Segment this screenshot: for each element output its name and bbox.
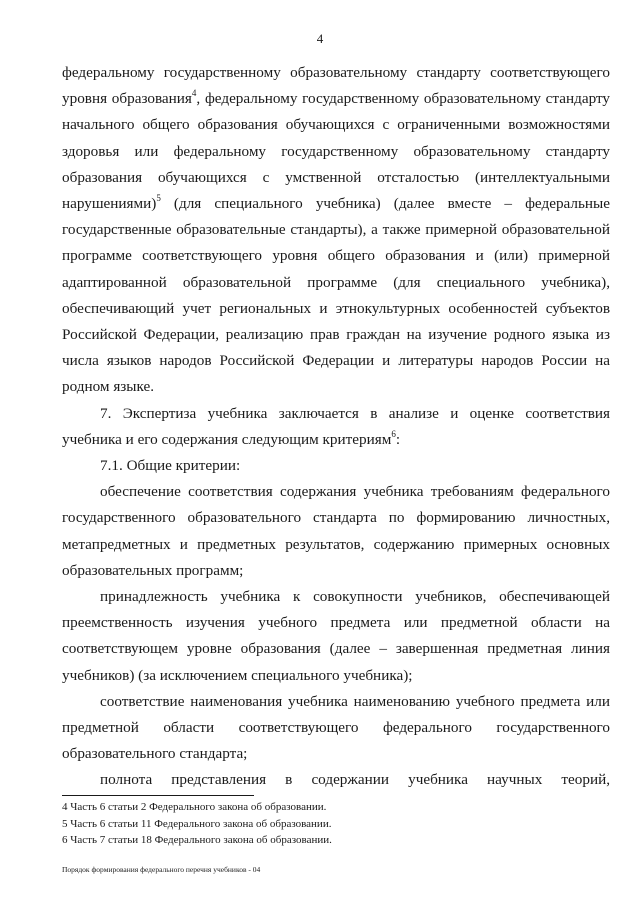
footnote-4: 4 Часть 6 статьи 2 Федерального закона об образовании. xyxy=(62,801,327,813)
paragraph-criterion-2: принадлежность учебника к совокупности учебников, обеспечивающей преемственность изучения учебного предмета или предметной области на соответствующем уровне образования (далее – завершенная предметная линия учебников) (за исключением специального учебника); xyxy=(62,588,610,684)
footnote-6: 6 Часть 7 статьи 18 Федерального закона об образовании. xyxy=(62,834,332,846)
subheading-7-1: 7.1. Общие критерии: xyxy=(100,457,241,475)
page-number: 4 xyxy=(316,31,324,46)
paragraph-text: : xyxy=(395,430,401,448)
paragraph-item-7 xyxy=(62,401,610,453)
footnote-ref-5: 5 xyxy=(156,192,161,203)
footnotes xyxy=(62,799,610,849)
document-footer: Порядок формирования федерального перечня учебников - 04 xyxy=(62,865,261,874)
paragraph-criterion-3: соответствие наименования учебника наименованию учебного предмета или предметной области соответствующего федерального государственного образовательного стандарта; xyxy=(62,692,610,763)
document-body xyxy=(62,60,610,794)
paragraph-criterion-4: полнота представления в содержании учебника научных теорий, xyxy=(100,771,610,789)
footnote-separator xyxy=(62,795,254,796)
paragraph-standards-continuation xyxy=(62,60,610,401)
footnote-ref-4: 4 xyxy=(191,88,197,99)
footnote-5: 5 Часть 6 статьи 11 Федерального закона об образовании. xyxy=(62,817,332,830)
paragraph-text: 7. Экспертиза учебника заключается в анализе и оценке соответствия учебника и его содержания следующим критериям xyxy=(62,404,610,448)
paragraph-text: , федеральному государственному образовательному стандарту начального общего образования обучающихся с ограниченными возможностями здоровья или федеральному государственному образовательному стандарту образования обучающихся с умственной отсталостью (интеллектуальными нарушениями) xyxy=(62,90,610,213)
paragraph-text: (для специального учебника) (далее вместе – федеральные государственные образовательные стандарты), а также примерной образовательной программе соответствующего уровня общего образования и (или) примерной адаптированной образовательной программе (для специального учебника), обеспечивающий учет региональных и этнокультурных особенностей субъектов Российской Федерации, реализацию прав граждан на изучение родного языка из числа языков народов Российской Федерации и литературы народов России на родном языке. xyxy=(62,195,610,396)
paragraph-text: федеральному государственному образовательному стандарту соответствующего уровня образования xyxy=(62,64,610,108)
paragraph-criterion-1: обеспечение соответствия содержания учебника требованиям федерального государственного образовательного стандарта по формированию личностных, метапредметных и предметных результатов, содержанию примерных основных образовательных программ; xyxy=(62,483,610,579)
footnote-ref-6: 6 xyxy=(391,428,396,439)
